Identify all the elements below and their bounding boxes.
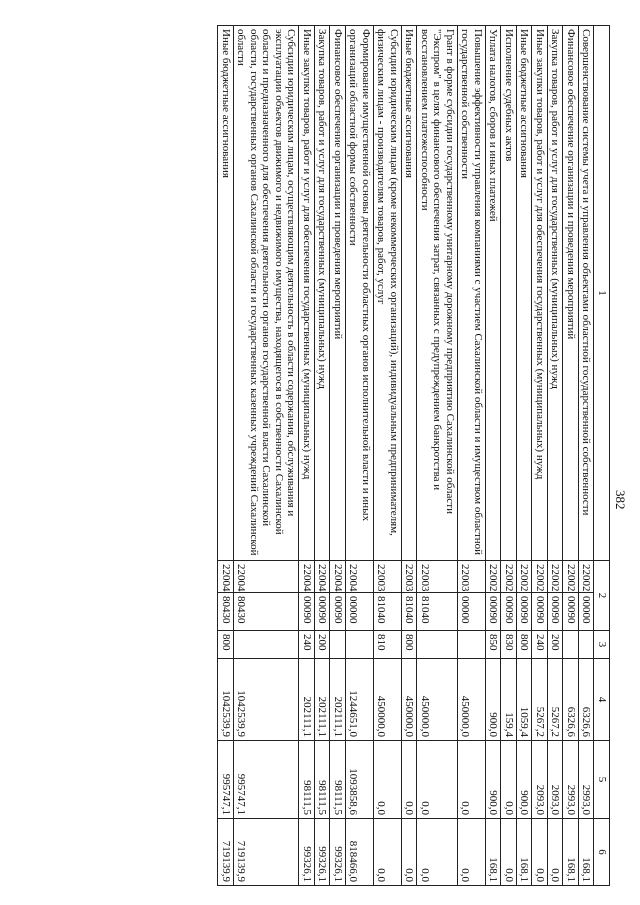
row-code-direction: 00090 [501,593,517,631]
table-header-row [594,26,610,886]
row-code-direction: 00090 [563,593,579,631]
budget-table-wrapper [218,25,611,885]
row-code-program: 22002 [501,561,517,593]
row-name: Закупка товаров, работ и услуг для государственных (муниципальных) нужд [548,26,564,561]
row-name: Иные закупки товаров, работ и услуг для обеспечения государственных (муниципальных) нужд [299,26,315,561]
row-code-program: 22004 [315,561,331,593]
row-code-direction: 00000 [346,593,374,631]
table-row [517,26,533,886]
row-value-col6: 99326,1 [330,819,346,886]
row-code-direction: 00090 [486,593,502,631]
row-value-col6: 0,0 [417,819,458,886]
row-value-col5: 0,0 [501,741,517,819]
row-expense-type: 800 [218,631,234,659]
table-row [458,26,486,886]
table-row [374,26,402,886]
row-value-col6: 0,0 [402,819,418,886]
row-value-col4: 202111,1 [330,659,346,741]
table-row [315,26,331,886]
row-expense-type [563,631,579,659]
row-value-col6: 99326,1 [315,819,331,886]
row-expense-type: 200 [548,631,564,659]
row-value-col6: 0,0 [548,819,564,886]
table-row [579,26,595,886]
row-code-program: 22003 [458,561,486,593]
row-value-col4: 450000,0 [458,659,486,741]
row-value-col6: 0,0 [374,819,402,886]
row-code-program: 22002 [517,561,533,593]
row-code-program: 22004 [234,561,300,593]
row-code-direction: 00090 [548,593,564,631]
row-code-direction: 81040 [417,593,458,631]
row-value-col4: 6326,6 [579,659,595,741]
row-value-col5: 0,0 [374,741,402,819]
row-expense-type [330,631,346,659]
row-expense-type: 810 [374,631,402,659]
row-name: Совершенствование системы учета и управления объектами областной государственной собственности [579,26,595,561]
row-value-col6: 818466,0 [346,819,374,886]
row-value-col4: 5267,2 [548,659,564,741]
row-value-col4: 900,0 [486,659,502,741]
table-row [548,26,564,886]
row-code-direction: 00090 [330,593,346,631]
row-value-col5: 0,0 [402,741,418,819]
row-expense-type: 200 [315,631,331,659]
row-code-direction: 80430 [234,593,300,631]
table-row [218,26,234,886]
table-row [330,26,346,886]
row-code-direction: 80430 [218,593,234,631]
table-row [486,26,502,886]
table-row [532,26,548,886]
row-code-direction: 00090 [532,593,548,631]
row-name: Субсидии юридическим лицам, осуществляющим деятельность в области содержания, обслуживания и эксплуатации объектов движимого и недвижимого имущества, находящегося в собственности Сахалинской области и предназначенного для обеспечения деятельности органов государственной власти Сахалинской области, государственных органов Сахалинской области и государственных казенных учреждений Сахалинской области [234,26,300,561]
row-code-program: 22004 [218,561,234,593]
row-value-col4: 450000,0 [402,659,418,741]
row-code-program: 22002 [563,561,579,593]
table-row [346,26,374,886]
column-header: 2 [594,561,610,631]
table-row [234,26,300,886]
row-name: Уплата налогов, сборов и иных платежей [486,26,502,561]
row-code-program: 22004 [346,561,374,593]
row-value-col5: 2093,0 [532,741,548,819]
row-value-col5: 98111,5 [315,741,331,819]
row-value-col4: 450000,0 [374,659,402,741]
row-value-col5: 900,0 [517,741,533,819]
row-value-col6: 719139,9 [234,819,300,886]
row-value-col5: 0,0 [417,741,458,819]
row-code-program: 22002 [532,561,548,593]
row-code-direction: 00090 [315,593,331,631]
row-expense-type: 850 [486,631,502,659]
row-code-direction: 81040 [402,593,418,631]
table-row [563,26,579,886]
table-row [299,26,315,886]
row-value-col5: 2993,0 [579,741,595,819]
table-row [501,26,517,886]
column-header: 5 [594,741,610,819]
row-value-col4: 450000,0 [417,659,458,741]
row-value-col5: 1093858,6 [346,741,374,819]
row-name: Формирование имущественной основы деятельности областных органов исполнительной власти и иных организаций областной формы собственности [346,26,374,561]
budget-table [218,25,611,886]
row-value-col6: 0,0 [501,819,517,886]
row-value-col6: 168,1 [486,819,502,886]
row-value-col4: 6326,6 [563,659,579,741]
row-code-program: 22002 [548,561,564,593]
row-code-direction: 81040 [374,593,402,631]
row-name: Субсидии юридическим лицам (кроме некоммерческих организаций), индивидуальным предпринимателям, физическим лицам - производителям товаров, работ, услуг [374,26,402,561]
row-name: Иные закупки товаров, работ и услуг для обеспечения государственных (муниципальных) нужд [532,26,548,561]
column-header: 1 [594,26,610,561]
row-expense-type: 800 [517,631,533,659]
row-name: Иные бюджетные ассигнования [517,26,533,561]
row-value-col4: 5267,2 [532,659,548,741]
row-value-col4: 1244651,0 [346,659,374,741]
column-header: 3 [594,631,610,659]
row-value-col6: 0,0 [532,819,548,886]
column-header: 6 [594,819,610,886]
row-code-direction: 00090 [517,593,533,631]
row-name: Грант в форме субсидии государственному унитарному дорожному предприятию Сахалинской области "Экспром" в целях финансового обеспечения затрат, связанных с предупреждением банкротства и восстановлением платежеспособности [417,26,458,561]
row-code-direction: 00000 [458,593,486,631]
row-value-col5: 2093,0 [548,741,564,819]
row-expense-type [458,631,486,659]
row-code-program: 22002 [486,561,502,593]
table-body [218,26,594,886]
row-value-col4: 159,4 [501,659,517,741]
row-expense-type: 830 [501,631,517,659]
row-value-col4: 1042539,9 [234,659,300,741]
row-name: Иные бюджетные ассигнования [402,26,418,561]
row-code-program: 22004 [330,561,346,593]
row-value-col5: 995747,1 [234,741,300,819]
row-expense-type: 240 [532,631,548,659]
row-value-col5: 995747,1 [218,741,234,819]
row-value-col6: 719139,9 [218,819,234,886]
row-name: Иные бюджетные ассигнования [218,26,234,561]
column-header: 4 [594,659,610,741]
table-row [417,26,458,886]
row-value-col5: 0,0 [458,741,486,819]
row-code-program: 22003 [402,561,418,593]
row-code-program: 22003 [417,561,458,593]
row-value-col6: 168,1 [563,819,579,886]
row-code-program: 22003 [374,561,402,593]
row-code-program: 22004 [299,561,315,593]
row-value-col5: 900,0 [486,741,502,819]
row-code-direction: 00090 [299,593,315,631]
row-value-col5: 2993,0 [563,741,579,819]
row-value-col4: 1042539,9 [218,659,234,741]
row-expense-type [346,631,374,659]
row-value-col6: 168,1 [517,819,533,886]
page-number: 382 [613,490,628,510]
row-expense-type [417,631,458,659]
row-code-direction: 00000 [579,593,595,631]
row-expense-type: 800 [402,631,418,659]
row-name: Финансовое обеспечение организации и проведения мероприятий [330,26,346,561]
row-name: Финансовое обеспечение организации и проведения мероприятий [563,26,579,561]
row-value-col4: 1059,4 [517,659,533,741]
row-name: Повышение эффективности управления компаниями с участием Сахалинской области и имуществом областной государственной собственности [458,26,486,561]
row-value-col6: 99326,1 [299,819,315,886]
row-value-col6: 168,1 [579,819,595,886]
row-name: Закупка товаров, работ и услуг для государственных (муниципальных) нужд [315,26,331,561]
row-name: Исполнение судебных актов [501,26,517,561]
row-value-col5: 98111,5 [330,741,346,819]
row-expense-type [234,631,300,659]
row-value-col5: 98111,5 [299,741,315,819]
row-value-col4: 202111,1 [315,659,331,741]
row-value-col6: 0,0 [458,819,486,886]
row-value-col4: 202111,1 [299,659,315,741]
row-code-program: 22002 [579,561,595,593]
row-expense-type: 240 [299,631,315,659]
table-row [402,26,418,886]
row-expense-type [579,631,595,659]
